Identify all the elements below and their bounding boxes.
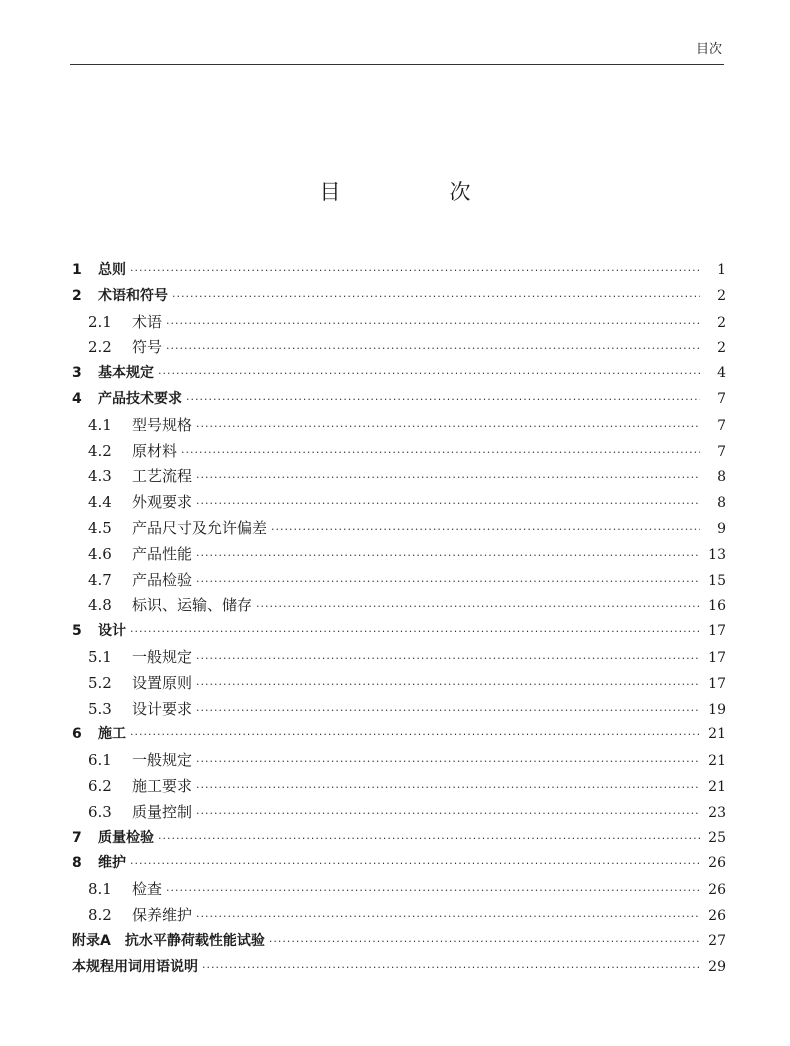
- toc-number: 8.1: [88, 880, 112, 899]
- toc-entry[interactable]: [72, 851, 726, 877]
- toc-entry[interactable]: [72, 284, 726, 310]
- toc-leader-dots: [158, 826, 700, 852]
- toc-leader-dots: [196, 749, 700, 775]
- toc-number: 4.8: [88, 596, 112, 615]
- toc-label: 设计要求: [132, 699, 193, 718]
- header-rule: [70, 64, 724, 65]
- toc-entry[interactable]: [72, 903, 726, 929]
- toc-number: 7: [72, 829, 82, 846]
- page-title: 目 次: [319, 180, 515, 204]
- toc-entry[interactable]: [72, 800, 726, 826]
- toc-label: 术语: [132, 312, 163, 331]
- running-header: 目次: [695, 42, 722, 57]
- toc-page-number: 21: [708, 778, 726, 795]
- toc-entry[interactable]: [72, 671, 726, 697]
- toc-page-number: 26: [708, 855, 726, 872]
- toc-page-number: 16: [708, 598, 726, 615]
- toc-label: 术语和符号: [98, 287, 168, 304]
- toc-leader-dots: [166, 311, 700, 337]
- toc-label: 产品性能: [132, 544, 193, 563]
- toc-page-number: 8: [717, 469, 726, 486]
- toc-number: 4.4: [88, 493, 112, 512]
- toc-label: 符号: [132, 338, 163, 357]
- toc-leader-dots: [181, 440, 700, 466]
- toc-page-number: 7: [717, 443, 726, 460]
- toc-entry[interactable]: [72, 955, 726, 981]
- toc-number: 4.3: [88, 467, 112, 486]
- toc-number: 6.2: [88, 776, 112, 795]
- toc-number: 2: [72, 287, 82, 304]
- toc-entry[interactable]: [72, 335, 726, 361]
- toc-number: 4.5: [88, 518, 112, 537]
- toc-number: 4: [72, 390, 82, 407]
- toc-leader-dots: [196, 775, 700, 801]
- toc-label: 原材料: [132, 441, 178, 460]
- toc-entry[interactable]: [72, 361, 726, 387]
- toc-entry[interactable]: [72, 877, 726, 903]
- toc-entry[interactable]: [72, 645, 726, 671]
- toc-leader-dots: [196, 698, 700, 724]
- toc-label: 型号规格: [132, 415, 193, 434]
- toc-page-number: 17: [708, 675, 726, 692]
- toc-leader-dots: [202, 955, 700, 981]
- toc-page-number: 4: [717, 365, 726, 382]
- toc-number: 2.2: [88, 338, 112, 357]
- toc-label: 维护: [98, 855, 126, 872]
- toc-page-number: 29: [708, 958, 726, 975]
- toc-number: 8.2: [88, 905, 112, 924]
- toc-leader-dots: [172, 284, 700, 310]
- toc-page-number: 8: [717, 495, 726, 512]
- toc-leader-dots: [256, 594, 700, 620]
- toc-entry[interactable]: [72, 568, 726, 594]
- toc-page-number: 2: [717, 287, 726, 304]
- toc-leader-dots: [196, 646, 700, 672]
- toc-leader-dots: [196, 569, 700, 595]
- toc-leader-dots: [271, 517, 700, 543]
- toc-label: 保养维护: [132, 905, 193, 924]
- toc-entry[interactable]: [72, 310, 726, 336]
- toc-entry[interactable]: [72, 490, 726, 516]
- toc-number: 6.1: [88, 751, 112, 770]
- toc-page-number: 9: [717, 520, 726, 537]
- toc-number: 5.2: [88, 673, 112, 692]
- toc-number: 1: [72, 262, 82, 278]
- toc-page-number: 23: [708, 804, 726, 821]
- toc-page-number: 21: [708, 753, 726, 770]
- toc-label: 质量检验: [98, 829, 154, 846]
- toc-leader-dots: [196, 465, 700, 491]
- toc-label: 设计: [98, 623, 126, 640]
- toc-label: 总则: [98, 262, 126, 278]
- toc-entry[interactable]: [72, 464, 726, 490]
- table-of-contents: [72, 258, 726, 980]
- toc-entry[interactable]: [72, 697, 726, 723]
- toc-leader-dots: [166, 878, 700, 904]
- toc-page-number: 17: [708, 623, 726, 640]
- toc-entry[interactable]: [72, 774, 726, 800]
- toc-leader-dots: [196, 543, 700, 569]
- toc-number: 4.2: [88, 441, 112, 460]
- toc-label: 标识、运输、储存: [132, 596, 253, 615]
- toc-page-number: 13: [708, 546, 726, 563]
- toc-entry[interactable]: [72, 413, 726, 439]
- toc-page-number: 27: [708, 932, 726, 949]
- toc-leader-dots: [196, 672, 700, 698]
- toc-label: 附录A 抗水平静荷载性能试验: [72, 932, 265, 949]
- toc-label: 产品检验: [132, 570, 193, 589]
- toc-page-number: 26: [708, 907, 726, 924]
- toc-entry[interactable]: [72, 542, 726, 568]
- toc-page-number: 26: [708, 882, 726, 899]
- toc-label: 产品尺寸及允许偏差: [132, 518, 268, 537]
- toc-leader-dots: [196, 414, 700, 440]
- toc-page-number: 7: [717, 390, 726, 407]
- toc-entry[interactable]: [72, 258, 726, 284]
- toc-leader-dots: [130, 722, 700, 748]
- toc-label: 本规程用词用语说明: [72, 958, 198, 975]
- toc-label: 施工: [98, 726, 126, 743]
- toc-number: 4.6: [88, 544, 112, 563]
- toc-page-number: 2: [717, 340, 726, 357]
- toc-number: 6: [72, 726, 82, 743]
- toc-page-number: 25: [708, 829, 726, 846]
- toc-entry[interactable]: [72, 619, 726, 645]
- toc-page-number: 1: [717, 262, 726, 278]
- toc-number: 6.3: [88, 802, 112, 821]
- toc-leader-dots: [130, 851, 700, 877]
- toc-page-number: 19: [708, 701, 726, 718]
- toc-label: 产品技术要求: [98, 390, 182, 407]
- toc-leader-dots: [269, 929, 700, 955]
- toc-page-number: 2: [717, 314, 726, 331]
- toc-leader-dots: [186, 387, 700, 413]
- toc-label: 质量控制: [132, 802, 193, 821]
- toc-label: 设置原则: [132, 673, 193, 692]
- toc-leader-dots: [130, 258, 700, 284]
- toc-number: 4.7: [88, 570, 112, 589]
- toc-label: 施工要求: [132, 776, 193, 795]
- toc-page-number: 17: [708, 649, 726, 666]
- toc-entry[interactable]: [72, 593, 726, 619]
- toc-number: 5: [72, 623, 82, 640]
- toc-number: 2.1: [88, 312, 112, 331]
- toc-leader-dots: [130, 619, 700, 645]
- toc-entry[interactable]: [72, 722, 726, 748]
- toc-label: 检查: [132, 880, 163, 899]
- toc-label: 一般规定: [132, 751, 193, 770]
- toc-label: 基本规定: [98, 365, 154, 382]
- toc-entry[interactable]: [72, 516, 726, 542]
- toc-label: 一般规定: [132, 647, 193, 666]
- toc-leader-dots: [158, 361, 700, 387]
- toc-entry[interactable]: [72, 387, 726, 413]
- toc-leader-dots: [196, 904, 700, 930]
- toc-leader-dots: [196, 801, 700, 827]
- toc-page-number: 7: [717, 417, 726, 434]
- toc-entry[interactable]: [72, 826, 726, 852]
- toc-entry[interactable]: [72, 748, 726, 774]
- toc-number: 4.1: [88, 415, 112, 434]
- toc-entry[interactable]: [72, 929, 726, 955]
- toc-number: 8: [72, 855, 82, 872]
- toc-number: 5.1: [88, 647, 112, 666]
- toc-label: 工艺流程: [132, 467, 193, 486]
- toc-leader-dots: [196, 491, 700, 517]
- toc-page-number: 21: [708, 726, 726, 743]
- toc-label: 外观要求: [132, 493, 193, 512]
- toc-leader-dots: [166, 336, 700, 362]
- toc-page-number: 15: [708, 572, 726, 589]
- toc-number: 3: [72, 365, 82, 382]
- toc-number: 5.3: [88, 699, 112, 718]
- toc-entry[interactable]: [72, 439, 726, 465]
